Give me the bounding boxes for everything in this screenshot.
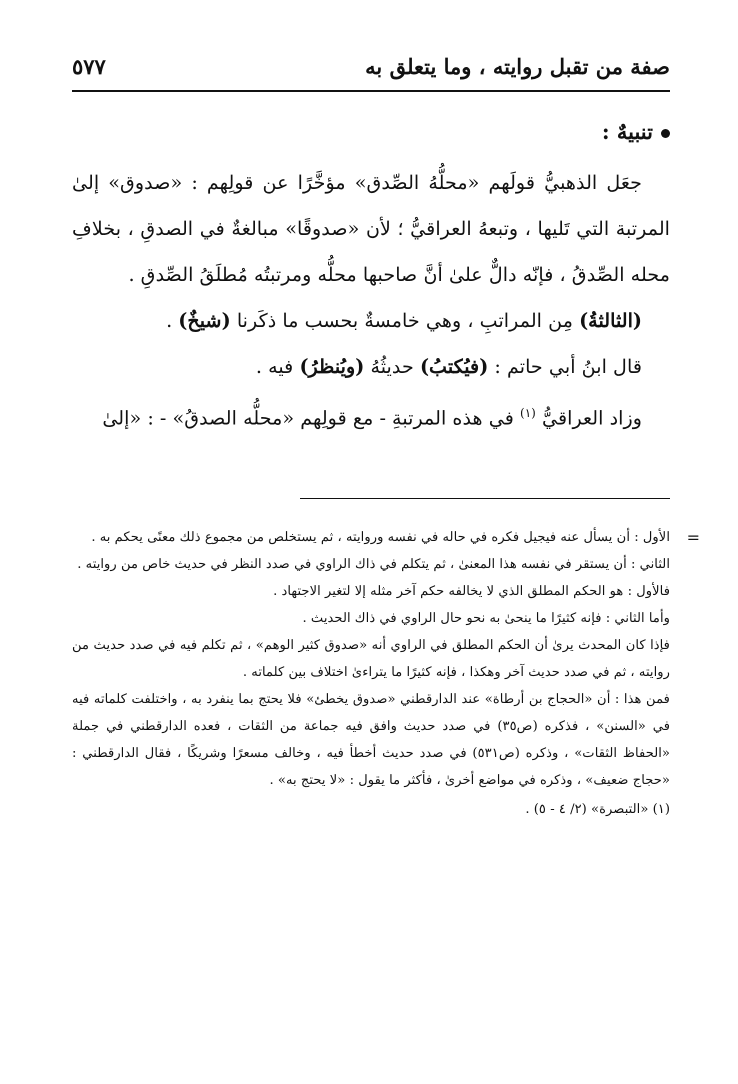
footnote-paragraph: فإذا كان المحدث يرىٰ أن الحكم المطلق في الراوي أنه «صدوق كثير الوهم» ، ثم تكلم فيه في صدد حديث من روايته ، ثم في صدد حديث آخر وهكذا ، فإنه كثيرًا ما يتراءىٰ اختلاف بين كلماته . [72,638,670,680]
continuation-mark: = [686,528,700,547]
paragraph-abu-hatim [72,344,670,390]
note-heading [72,112,670,152]
page-header [72,50,670,92]
text-run: في هذه المرتبةِ - مع قولِهم «محلُّه الصدقُ» - : «إلىٰ [102,406,514,430]
paragraph-third-rank [72,298,670,344]
text-run: قال ابنُ أبي حاتم : [494,355,642,378]
text-run: فيه . [255,355,294,378]
bold-term: (ويُنظرُ) [299,355,365,378]
text-run: وزاد العراقيُّ [541,406,642,430]
footnote-paragraph: الأول : أن يسأل عنه فيجيل فكره في حاله في نفسه وروايته ، ثم يستخلص من مجموع ذلك معنًى يحكم به . [91,530,670,545]
bullet-icon [661,129,670,138]
text-run: . [166,309,173,332]
footnote-reference: (١) «التبصرة» (٢/ ٤ - ٥) . [525,802,670,817]
bold-term: (شيخٌ) [178,309,231,332]
page-number: ٥٧٧ [72,54,106,79]
footnotes [72,524,700,823]
footnote-continuation [72,524,700,551]
footnote-paragraph: الثاني : أن يستقر في نفسه هذا المعنىٰ ، ثم يتكلم في ذاك الراوي في صدد النظر في حديث خاص من روايته . [77,557,670,572]
bold-term: (فيُكتبُ) [419,355,489,378]
footnote-paragraph: وأما الثاني : فإنه كثيرًا ما ينحىٰ به نحو حال الراوي في ذاك الحديث . [302,611,670,626]
running-title: صفة من تقبل روايته ، وما يتعلق به [365,54,670,79]
main-text [72,112,670,441]
footnote-paragraph: فمن هذا : أن «الحجاج بن أرطاة» عند الدارقطني «صدوق يخطئ» فلا يحتج بما ينفرد به ، واختلفت كلماته فيه في «السنن» ، فذكره (ص٣٥) في صدد حديث وافق فيه جماعة من الثقات ، فعده الدارقطني في جملة «الحفاظ الثقات» ، وذكره (ص٥٣١) في صدد حديث أخطأ فيه ، وخالف مسعرًا وشريكًا ، فقال الدارقطني : «حجاج ضعيف» ، وذكره في مواضع أخرىٰ ، فأكثر ما يقول : «لا يحتج به» . [72,692,670,788]
text-run: حديثُهُ [370,355,414,378]
note-title: تنبيهٌ : [601,119,653,144]
paragraph: جعَل الذهبيُّ قولَهم «محلُّهُ الصِّدق» مؤخَّرًا عن قولِهم : «صدوق» إلىٰ المرتبة التي تَليها ، وتبعهُ العراقيُّ ؛ لأن «صدوقًا» مبالغةٌ في الصدقِ ، بخلافِ محله الصِّدقُ ، فإنّه دالٌّ علىٰ أنَّ صاحبها محلُّه ومرتبتُه مُطلَقُ الصِّدقِ . [72,171,670,286]
footnote-paragraph: فالأول : هو الحكم المطلق الذي لا يخالفه حكم آخر مثله إلا لتغير الاجتهاد . [273,584,670,599]
footnote-marker[interactable]: (١) [520,406,536,420]
text-run: مِن المراتبِ ، وهي خامسةٌ بحسب ما ذكَرنا [236,309,573,332]
paragraph-iraqi [72,390,670,441]
footnote-divider [300,498,670,499]
bold-term: (الثالثةُ) [579,309,642,332]
